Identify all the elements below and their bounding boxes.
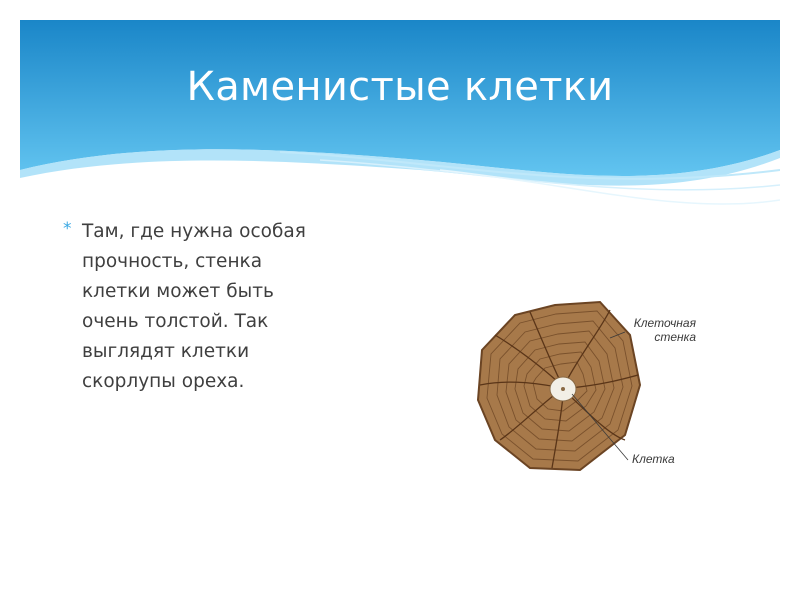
bullet-star-icon: * bbox=[63, 219, 72, 239]
slide-title: Каменистые клетки bbox=[186, 64, 614, 110]
slide bbox=[20, 20, 780, 580]
label-cell: Клетка bbox=[632, 452, 675, 466]
label-cell-wall: Клеточная стенка bbox=[633, 316, 696, 344]
bullet-paragraph: Там, где нужна особая прочность, стенка клетки может быть очень толстой. Так выглядят клетки скорлупы ореха. bbox=[82, 221, 306, 392]
body-text-block bbox=[63, 217, 372, 397]
header-wave-background bbox=[20, 20, 780, 240]
stone-cell-figure bbox=[460, 290, 696, 500]
